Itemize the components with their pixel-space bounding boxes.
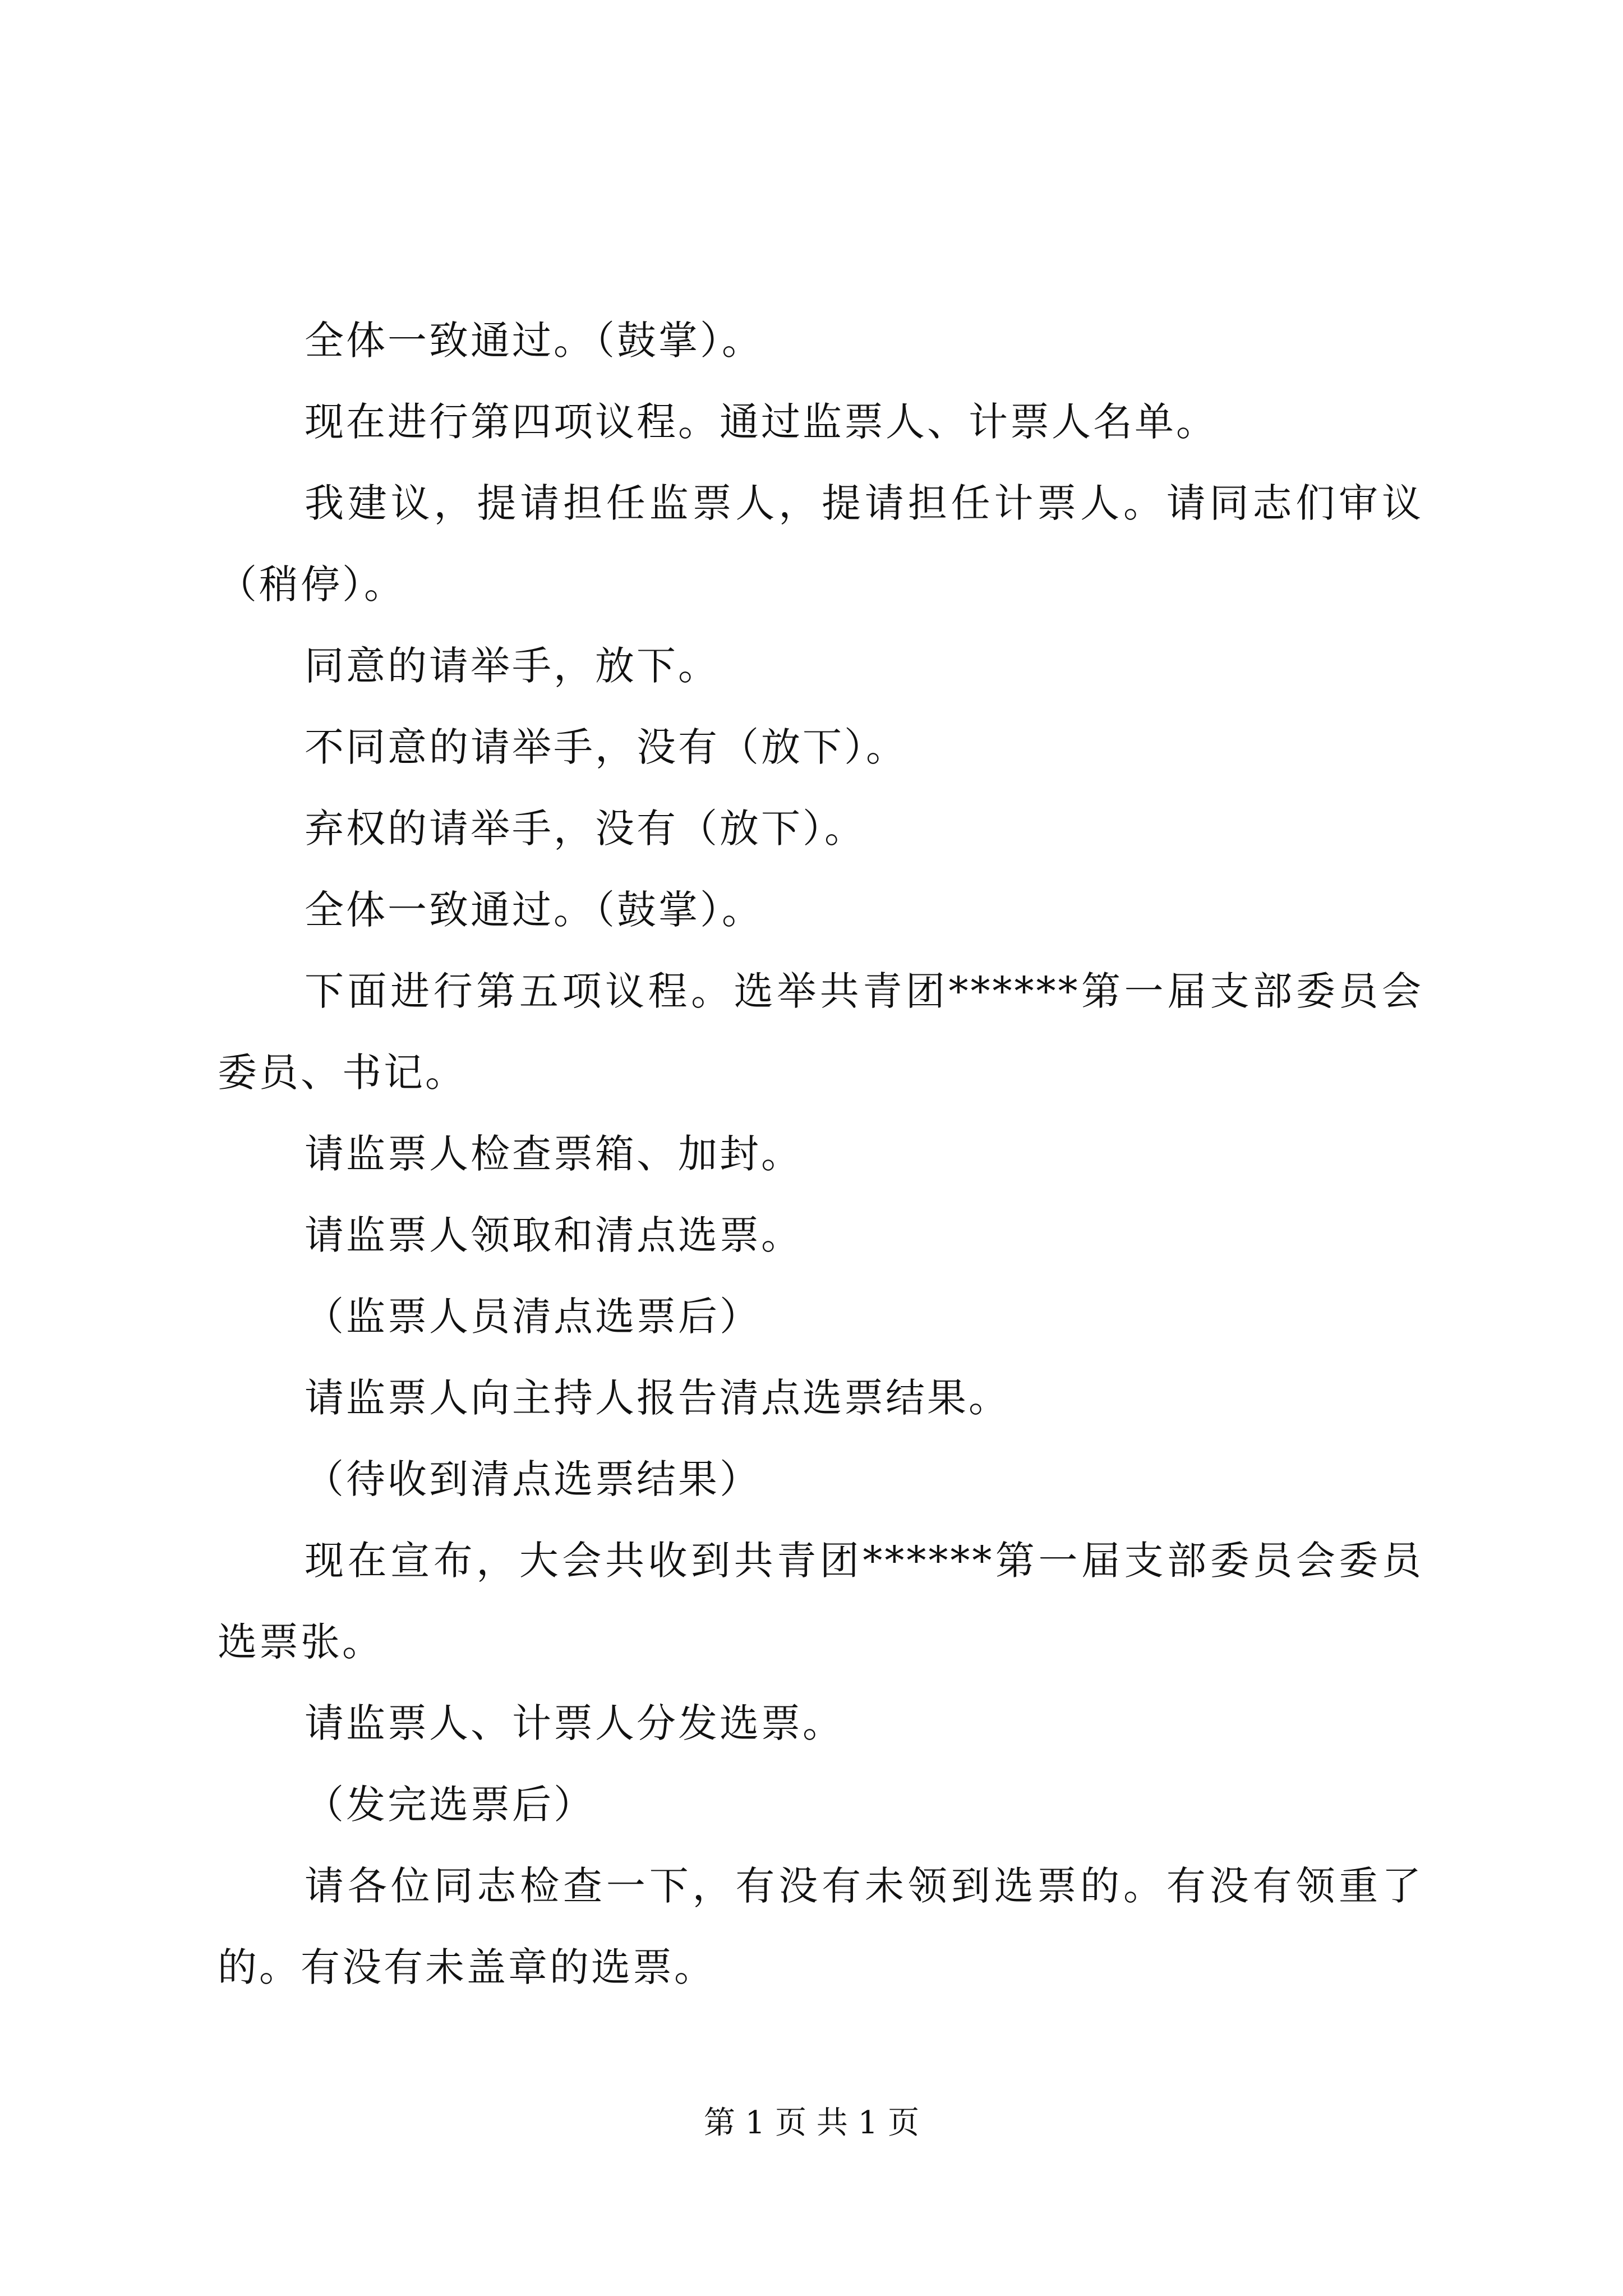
page-number-label: 第 1 页 共 1 页 [703,2105,920,2141]
paragraph: 现在进行第四项议程。通过监票人、计票人名单。 [305,399,1218,445]
paragraph: 现在宣布，大会共收到共青团******第一届支部委员会委员选票张。 [218,1538,1423,1665]
paragraph: （监票人员清点选票后） [305,1294,761,1340]
paragraph: 同意的请举手，放下。 [305,643,720,689]
paragraph: 全体一致通过。（鼓掌）。 [305,887,763,933]
paragraph: 弃权的请举手，没有（放下）。 [305,806,866,852]
page-footer [0,2101,1623,2146]
paragraph: （发完选票后） [305,1782,595,1828]
paragraph: 不同意的请举手，没有（放下）。 [305,724,907,770]
paragraph: 请监票人、计票人分发选票。 [305,1700,844,1746]
paragraph: 请监票人检查票箱、加封。 [305,1131,803,1177]
document-body [218,300,1423,2008]
paragraph: （待收到清点选票结果） [305,1456,761,1502]
paragraph: 请监票人向主持人报告清点选票结果。 [305,1375,1010,1421]
paragraph: 下面进行第五项议程。选举共青团******第一届支部委员会委员、书记。 [218,968,1423,1096]
paragraph: 我建议，提请担任监票人，提请担任计票人。请同志们审议（稍停）。 [218,480,1423,608]
paragraph: 请各位同志检查一下，有没有未领到选票的。有没有领重了的。有没有未盖章的选票。 [218,1863,1423,1990]
paragraph: 请监票人领取和清点选票。 [305,1212,803,1258]
paragraph: 全体一致通过。（鼓掌）。 [305,318,763,364]
